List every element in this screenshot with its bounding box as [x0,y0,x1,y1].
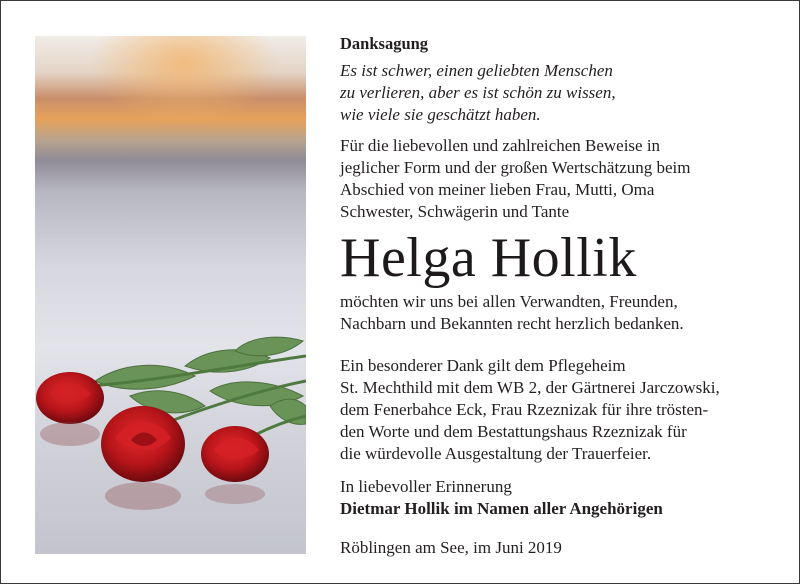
quote-line: wie viele sie geschätzt haben. [340,105,541,124]
quote-line: Es ist schwer, einen geliebten Menschen [340,61,613,80]
thanks-paragraph [340,291,780,335]
intro-line: Für die liebevollen und zahlreichen Beweise in [340,136,661,155]
special-line: dem Fenerbahce Eck, Frau Rzeznizak für ihre trösten- [340,400,709,419]
intro-line: Schwester, Schwägerin und Tante [340,202,570,221]
special-line: St. Mechthild mit dem WB 2, der Gärtnerei Jarczowski, [340,378,720,397]
special-thanks-paragraph [340,355,780,465]
special-line: die würdevolle Ausgestaltung der Trauerfeier. [340,444,652,463]
quote-block [340,60,780,126]
rose-left [36,372,104,446]
rose-right [201,426,269,504]
place-date: Röblingen am See, im Juni 2019 [340,538,562,557]
notice-title: Danksagung [340,34,429,53]
intro-line: jeglicher Form und der großen Wertschätzung beim [340,158,691,177]
thanks-line: Nachbarn und Bekannten recht herzlich bedanken. [340,314,684,333]
deceased-name: Helga Hollik [340,227,637,289]
special-line: den Worte und dem Bestattungshaus Rzeznizak für [340,422,687,441]
signature: Dietmar Hollik im Namen aller Angehörigen [340,499,663,518]
thanks-line: möchten wir uns bei allen Verwandten, Freunden, [340,292,678,311]
intro-paragraph [340,135,780,223]
roses-photo [35,36,306,554]
quote-line: zu verlieren, aber es ist schön zu wissen, [340,83,616,102]
special-line: Ein besonderer Dank gilt dem Pflegeheim [340,356,626,375]
rose-center [101,406,185,510]
intro-line: Abschied von meiner lieben Frau, Mutti, Oma [340,180,655,199]
memory-line: In liebevoller Erinnerung [340,477,512,496]
